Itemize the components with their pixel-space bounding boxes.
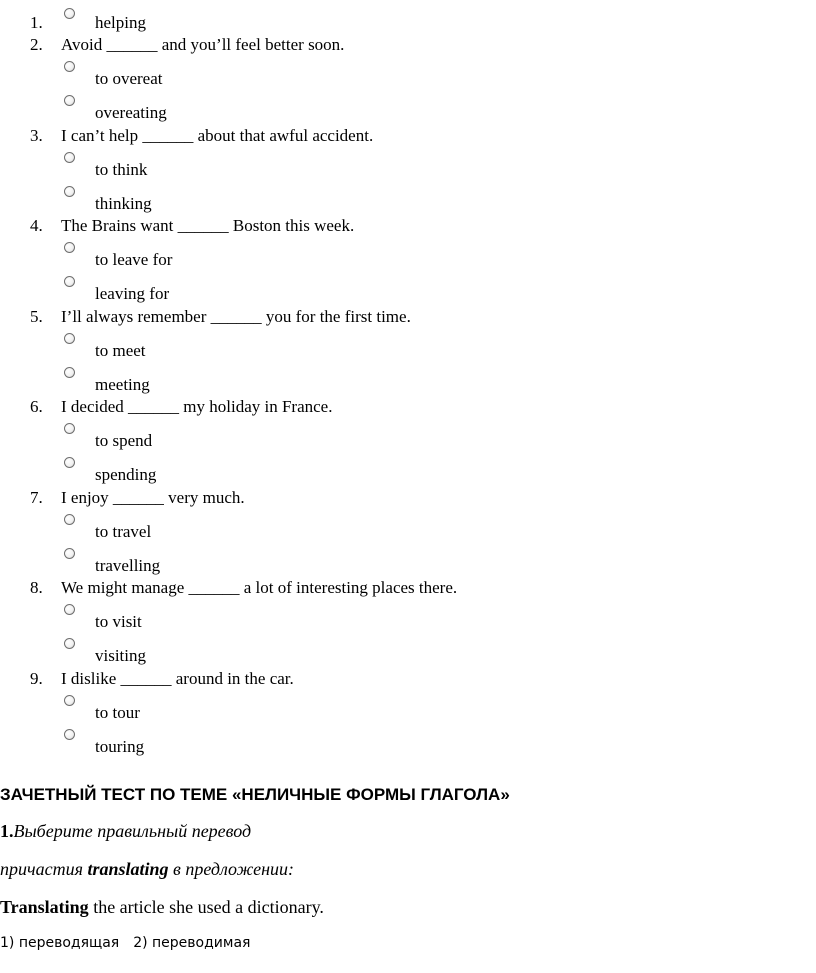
answer-option-1[interactable]: 1) переводящая bbox=[0, 935, 120, 951]
question-text: Avoid ______ and you’ll feel better soon. bbox=[61, 35, 345, 54]
question-number: 4. bbox=[30, 216, 43, 235]
radio-button[interactable] bbox=[64, 514, 75, 525]
radio-button[interactable] bbox=[64, 152, 75, 163]
option-label: travelling bbox=[95, 555, 161, 575]
radio-button[interactable] bbox=[64, 95, 75, 106]
radio-button[interactable] bbox=[64, 729, 75, 740]
test-heading: ЗАЧЕТНЫЙ ТЕСТ ПО ТЕМЕ «НЕЛИЧНЫЕ ФОРМЫ ГЛАГОЛА» bbox=[0, 785, 510, 804]
option-label: overeating bbox=[95, 103, 167, 122]
radio-button[interactable] bbox=[64, 242, 75, 253]
radio-button[interactable] bbox=[64, 604, 75, 615]
question-number: 7. bbox=[30, 487, 43, 507]
option-label: to travel bbox=[95, 521, 152, 541]
option-label: leaving for bbox=[95, 284, 170, 303]
task-line2-a: причастия bbox=[0, 859, 88, 879]
option-label: touring bbox=[95, 736, 145, 756]
option-label: to leave for bbox=[95, 250, 173, 269]
radio-button[interactable] bbox=[64, 61, 75, 72]
task-instruction-line2 bbox=[0, 858, 294, 880]
question-text: The Brains want ______ Boston this week. bbox=[61, 216, 355, 235]
option-label: to think bbox=[95, 159, 148, 179]
option-label: spending bbox=[95, 465, 157, 484]
question-number: 3. bbox=[30, 125, 43, 145]
question-text: I dislike ______ around in the car. bbox=[61, 668, 294, 688]
radio-button[interactable] bbox=[64, 457, 75, 468]
question-number: 5. bbox=[30, 306, 43, 326]
option-label: helping bbox=[95, 13, 146, 32]
question-text: I decided ______ my holiday in France. bbox=[61, 397, 333, 416]
radio-button[interactable] bbox=[64, 367, 75, 378]
option-label: to meet bbox=[95, 340, 146, 360]
option-label: to overeat bbox=[95, 69, 163, 88]
question-number: 9. bbox=[30, 668, 43, 688]
option-label: visiting bbox=[95, 646, 147, 665]
answer-choices bbox=[0, 934, 250, 952]
option-label: thinking bbox=[95, 193, 152, 213]
radio-button[interactable] bbox=[64, 638, 75, 649]
sentence-rest: the article she used a dictionary. bbox=[88, 897, 324, 917]
option-label: to tour bbox=[95, 702, 140, 722]
radio-button[interactable] bbox=[64, 333, 75, 344]
radio-button[interactable] bbox=[64, 423, 75, 434]
task-line2-b: в предложении: bbox=[168, 859, 294, 879]
option-label: meeting bbox=[95, 374, 150, 394]
task-instruction bbox=[0, 820, 251, 842]
radio-button[interactable] bbox=[64, 8, 75, 19]
radio-button[interactable] bbox=[64, 276, 75, 287]
option-label: to visit bbox=[95, 612, 142, 631]
task-text: Выберите правильный перевод bbox=[13, 821, 252, 841]
question-text: We might manage ______ a lot of interesting places there. bbox=[61, 578, 458, 597]
radio-button[interactable] bbox=[64, 695, 75, 706]
sentence-keyword: Translating bbox=[0, 897, 89, 917]
answer-option-2[interactable]: 2) переводимая bbox=[133, 935, 251, 951]
task-keyword: translating bbox=[87, 859, 169, 879]
example-sentence bbox=[0, 896, 324, 918]
radio-button[interactable] bbox=[64, 548, 75, 559]
radio-button[interactable] bbox=[64, 186, 75, 197]
question-text: I can’t help ______ about that awful accident. bbox=[61, 125, 374, 145]
option-label: to spend bbox=[95, 431, 153, 450]
question-number: 1. bbox=[30, 13, 43, 32]
question-text: I enjoy ______ very much. bbox=[61, 487, 245, 507]
question-number: 2. bbox=[30, 35, 43, 54]
task-number: 1. bbox=[0, 821, 14, 841]
question-number: 6. bbox=[30, 397, 43, 416]
question-text: I’ll always remember ______ you for the first time. bbox=[61, 306, 411, 326]
question-number: 8. bbox=[30, 578, 43, 597]
